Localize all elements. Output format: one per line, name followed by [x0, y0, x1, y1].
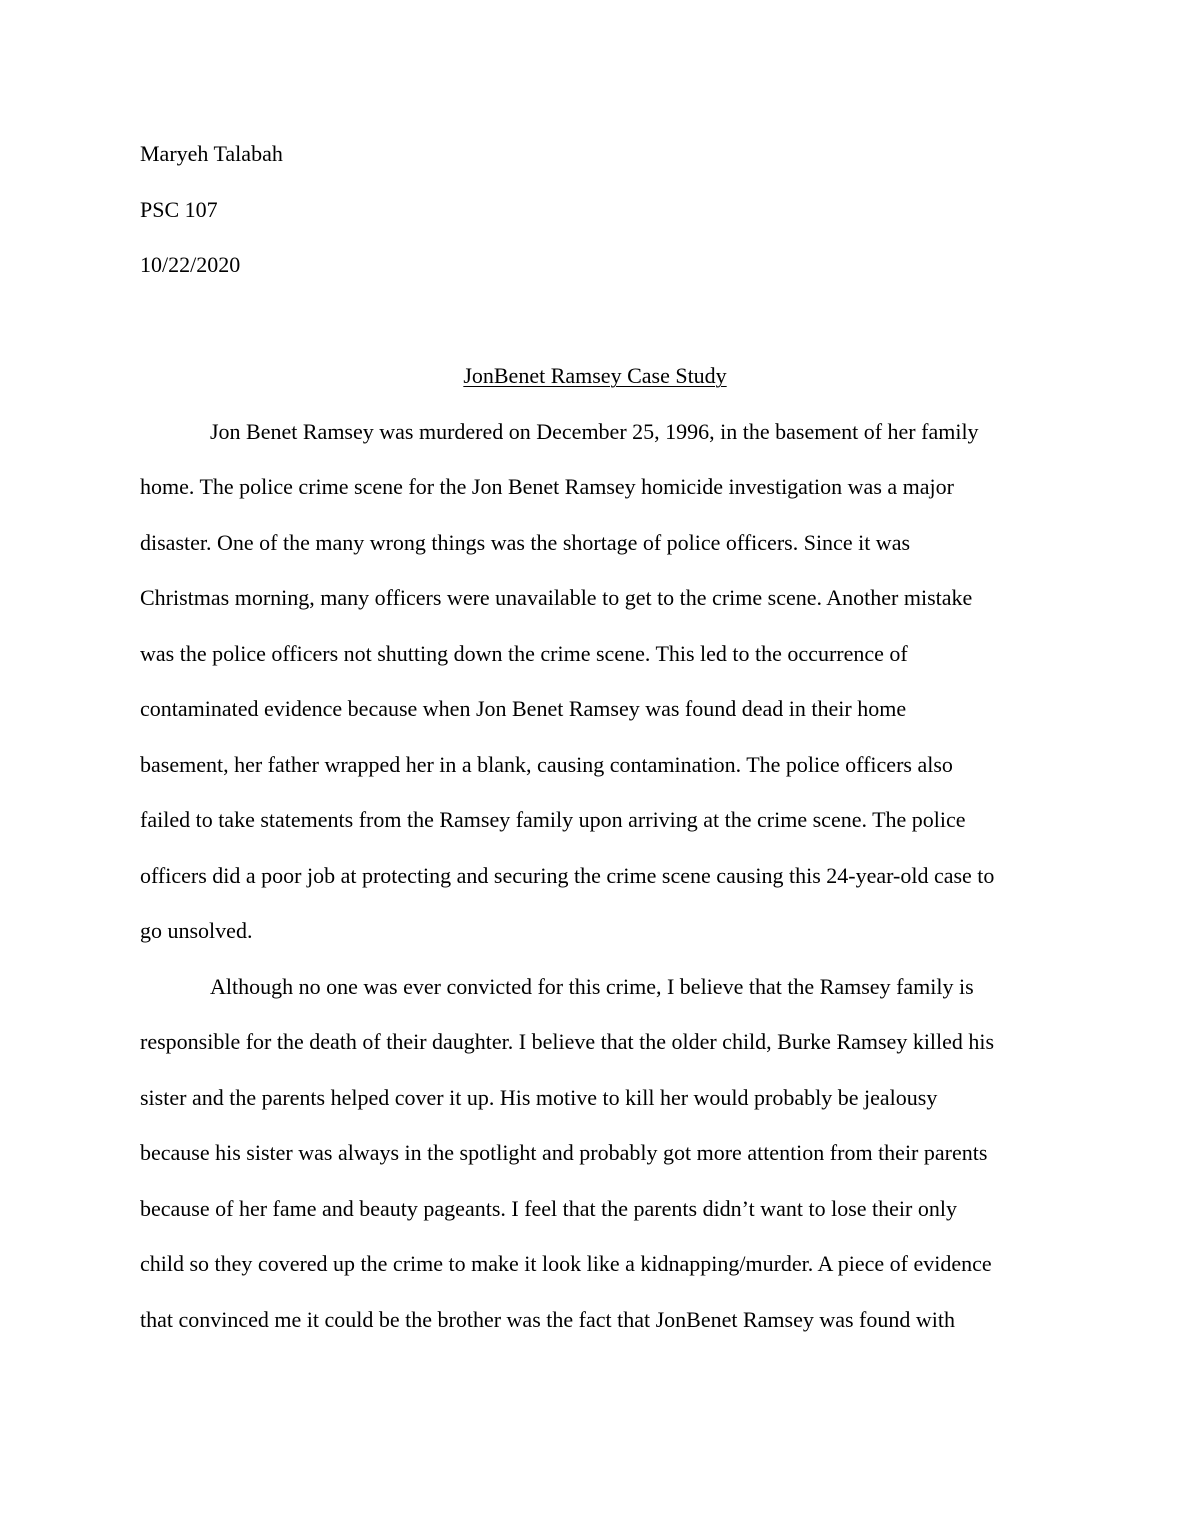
paragraph-line: because of her fame and beauty pageants. I feel that the parents didn’t want to lose their only [140, 1195, 957, 1221]
paragraph-line: Although no one was ever convicted for this crime, I believe that the Ramsey family is [210, 973, 974, 999]
document-title: JonBenet Ramsey Case Study [463, 363, 727, 388]
paragraph-line: Christmas morning, many officers were unavailable to get to the crime scene. Another mistake [140, 585, 973, 610]
paragraph-line: Jon Benet Ramsey was murdered on December 25, 1996, in the basement of her family [210, 418, 979, 444]
paragraph-line: sister and the parents helped cover it up. His motive to kill her would probably be jealousy [140, 1084, 938, 1110]
paragraph-line: child so they covered up the crime to make it look like a kidnapping/murder. A piece of evidence [140, 1251, 992, 1276]
paragraph-line: that convinced me it could be the brother was the fact that JonBenet Ramsey was found with [140, 1306, 955, 1332]
paragraph-line: because his sister was always in the spotlight and probably got more attention from their parents [140, 1140, 988, 1165]
paragraph-line: go unsolved. [140, 918, 253, 943]
paragraph-line: failed to take statements from the Ramsey family upon arriving at the crime scene. The police [140, 807, 966, 832]
paragraph-line: was the police officers not shutting down the crime scene. This led to the occurrence of [140, 640, 908, 666]
course-code: PSC 107 [140, 196, 218, 222]
paragraph-1 [140, 404, 1050, 959]
paragraph-line: basement, her father wrapped her in a blank, causing contamination. The police officers also [140, 751, 953, 777]
author-name: Maryeh Talabah [140, 141, 283, 166]
paragraph-line: officers did a poor job at protecting and securing the crime scene causing this 24-year-old case to [140, 862, 995, 888]
paragraph-2 [140, 959, 1050, 1348]
blank-line [140, 293, 1050, 349]
document-date: 10/22/2020 [140, 252, 241, 277]
paragraph-line: responsible for the death of their daughter. I believe that the older child, Burke Ramsey killed his [140, 1029, 995, 1054]
document-body [140, 126, 1050, 1347]
paragraph-line: disaster. One of the many wrong things was the shortage of police officers. Since it was [140, 529, 911, 555]
paragraph-line: home. The police crime scene for the Jon Benet Ramsey homicide investigation was a major [140, 474, 954, 499]
paragraph-line: contaminated evidence because when Jon Benet Ramsey was found dead in their home [140, 696, 907, 721]
